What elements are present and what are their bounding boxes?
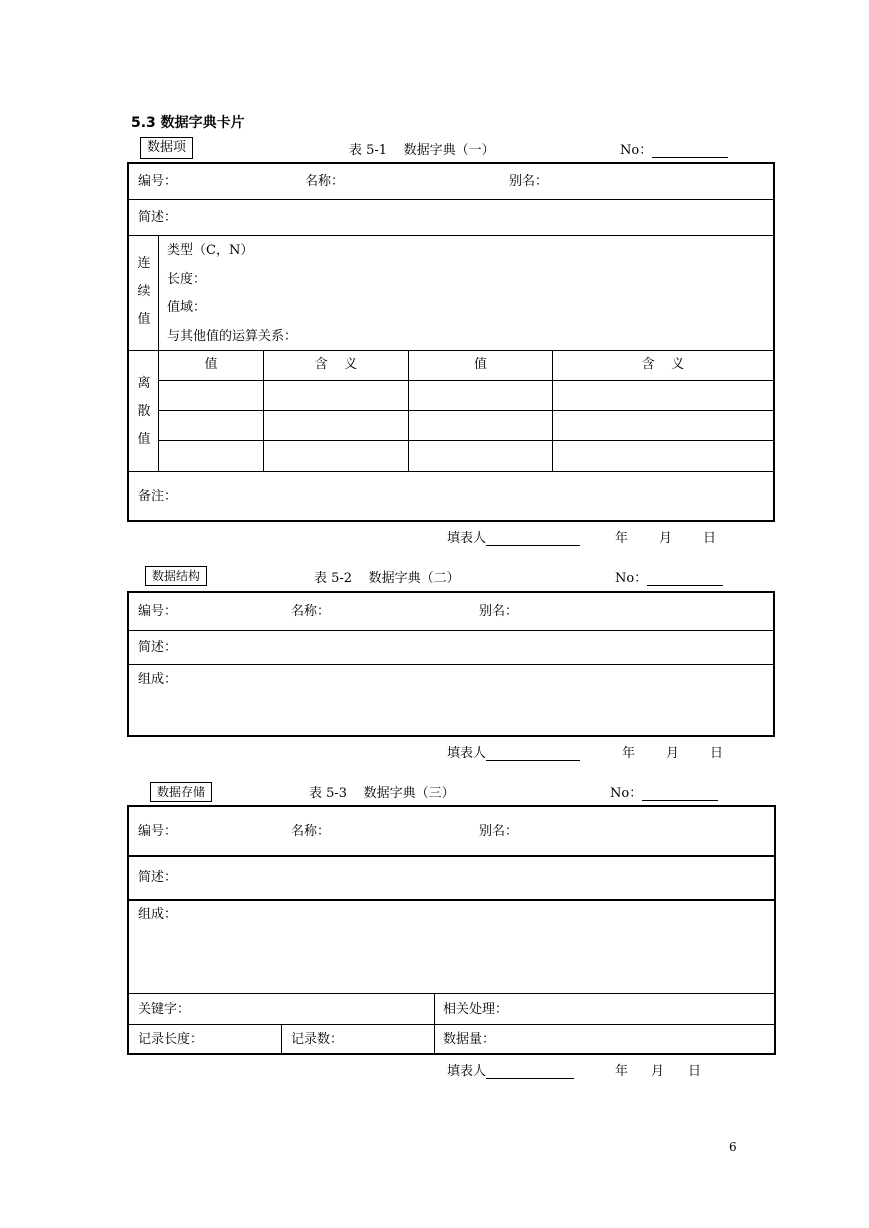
table1-discrete-hline-2 (158, 410, 773, 411)
table3-name-label: 名称： (291, 824, 331, 839)
table2-no (615, 567, 723, 586)
table3 (127, 805, 776, 1055)
table1-no-label: No： (620, 143, 653, 158)
table1-caption: 表 5-1 数据字典（一） (349, 143, 495, 158)
table3-reclen-label: 记录长度： (138, 1032, 204, 1047)
table2-id-label: 编号： (138, 604, 178, 619)
table1-continuous-label (129, 250, 159, 334)
table1-col-meaning-1: 含 义 (314, 357, 358, 372)
table1-tag: 数据项 (140, 137, 193, 159)
table2-alias-label: 别名： (479, 604, 519, 619)
filler-label: 填表人 (447, 531, 487, 546)
filler-label-3: 填表人 (447, 1064, 487, 1079)
table1-col-value-1: 值 (204, 357, 218, 372)
table3-divider-3 (129, 993, 774, 994)
table2-divider-1 (129, 630, 773, 631)
table3-no (610, 782, 718, 801)
continuous-char-3: 值 (137, 312, 151, 327)
table1-discrete-hline-1 (158, 380, 773, 381)
filler-field-3 (486, 1064, 574, 1079)
continuous-char-1: 连 (137, 256, 151, 271)
table3-vline-2 (281, 1024, 282, 1053)
table2 (127, 591, 775, 737)
table3-id-label: 编号： (138, 824, 178, 839)
table2-footer-month: 月 (666, 746, 680, 761)
table1-divider-1 (129, 199, 773, 200)
table1 (127, 162, 775, 522)
table1-divider-4 (129, 471, 773, 472)
table3-divider-4 (129, 1024, 774, 1025)
table1-type-label: 类型（C，N） (167, 243, 254, 258)
discrete-char-1: 离 (137, 376, 151, 391)
section-title: 5.3 数据字典卡片 (131, 115, 245, 131)
table1-relation-label: 与其他值的运算关系： (167, 329, 298, 344)
filler-field-2 (486, 746, 580, 761)
filler-field (486, 531, 580, 546)
table3-process-label: 相关处理： (443, 1002, 509, 1017)
discrete-char-3: 值 (137, 432, 151, 447)
table2-compose-label: 组成： (138, 672, 178, 687)
table2-no-label: No： (615, 571, 648, 586)
table1-range-label: 值域： (167, 300, 207, 315)
table1-footer-day: 日 (703, 531, 717, 546)
table3-vline-1 (434, 993, 435, 1053)
table3-alias-label: 别名： (479, 824, 519, 839)
table1-footer-year: 年 (615, 531, 629, 546)
table1-alias-label: 别名： (509, 174, 549, 189)
table2-footer-day: 日 (710, 746, 724, 761)
table1-desc-label: 简述： (138, 210, 178, 225)
table2-tag: 数据结构 (145, 566, 207, 586)
table1-id-label: 编号： (138, 174, 178, 189)
table2-desc-label: 简述： (138, 640, 178, 655)
continuous-char-2: 续 (137, 284, 151, 299)
table1-col-meaning-2: 含 义 (641, 357, 685, 372)
table1-remark-label: 备注： (138, 489, 178, 504)
table1-length-label: 长度： (167, 272, 207, 287)
filler-label-2: 填表人 (447, 746, 487, 761)
table2-divider-2 (129, 664, 773, 665)
table3-desc-label: 简述： (138, 870, 178, 885)
table1-footer-filler (447, 527, 580, 546)
table1-col-value-2: 值 (473, 357, 487, 372)
table2-caption: 表 5-2 数据字典（二） (314, 571, 460, 586)
page-number: 6 (729, 1140, 737, 1154)
table1-no (620, 139, 728, 158)
table3-volume-label: 数据量： (443, 1032, 496, 1047)
table3-caption: 表 5-3 数据字典（三） (309, 786, 455, 801)
table3-compose-label: 组成： (138, 907, 178, 922)
table3-footer-day: 日 (688, 1064, 702, 1079)
table3-tag: 数据存储 (150, 782, 212, 802)
table3-reccount-label: 记录数： (291, 1032, 344, 1047)
table3-divider-1 (129, 855, 774, 857)
table1-divider-3 (129, 350, 773, 351)
discrete-char-2: 散 (137, 404, 151, 419)
table3-key-label: 关键字： (138, 1002, 191, 1017)
table2-name-label: 名称： (291, 604, 331, 619)
table3-footer-month: 月 (651, 1064, 665, 1079)
table1-divider-2 (129, 235, 773, 236)
table3-divider-2 (129, 899, 774, 901)
table2-no-field (647, 571, 723, 586)
table2-footer-year: 年 (622, 746, 636, 761)
table3-no-field (642, 786, 718, 801)
table3-footer-filler (447, 1060, 574, 1079)
table1-name-label: 名称： (305, 174, 345, 189)
table1-discrete-hline-3 (158, 440, 773, 441)
table3-no-label: No： (610, 786, 643, 801)
table1-footer-month: 月 (659, 531, 673, 546)
table2-footer-filler (447, 742, 580, 761)
table3-footer-year: 年 (615, 1064, 629, 1079)
table1-discrete-label (129, 370, 159, 454)
table1-no-field (652, 143, 728, 158)
